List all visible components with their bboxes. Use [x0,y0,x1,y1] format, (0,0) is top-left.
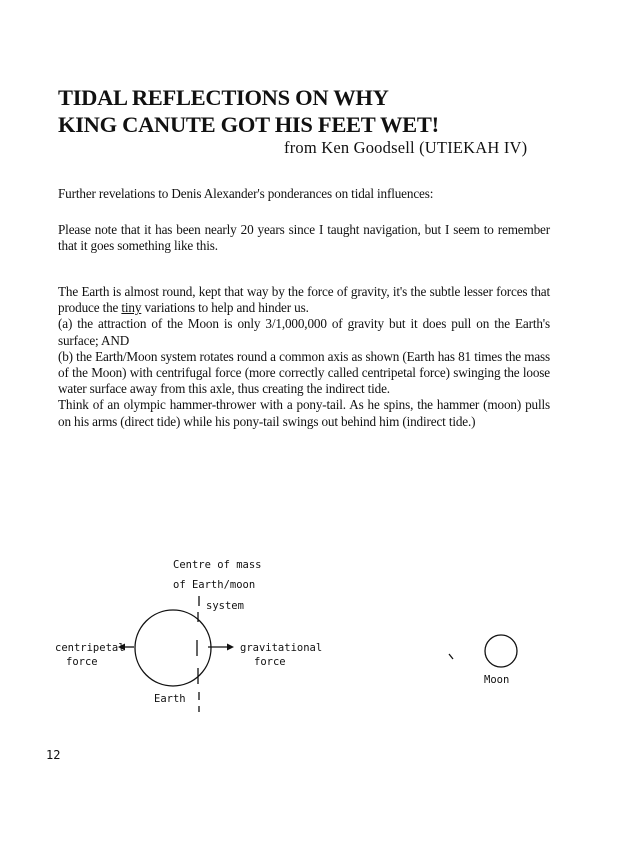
label-system: system [206,600,244,612]
gravitational-arrowhead [227,644,234,651]
point-b: (b) the Earth/Moon system rotates round a common axis as shown (Earth has 81 times the mass of the Moon) with centrifugal force (more correctly called centripetal force) swinging the loose water surface away from this axle, thus creating the indirect tide. [58,348,550,397]
moon-pointer-mark [449,654,453,659]
byline: from Ken Goodsell (UTIEKAH IV) [284,138,528,157]
label-gravitational: gravitational [240,642,323,654]
title-line-1: TIDAL REFLECTIONS ON WHY [58,85,389,110]
label-moon: Moon [484,674,510,686]
tiny-emphasis: tiny [121,300,142,316]
moon-circle [485,635,517,667]
intro-paragraph: Further revelations to Denis Alexander's ponderances on tidal influences: [58,186,434,201]
point-a: (a) the attraction of the Moon is only 3/1,000,000 of gravity but it does pull on the Earth's surface; AND [58,316,550,348]
page-number: 12 [46,748,61,762]
earth-circle [135,610,211,686]
earth-sentence-start: The Earth is almost round, kept that way by the force of gravity, it's the subtle lesser forces that produce the [58,284,550,316]
label-of-earth-moon: of Earth/moon [173,579,256,591]
note-paragraph: Please note that it has been nearly 20 years since I taught navigation, but I seem to remember that it goes something like this. [58,222,550,254]
label-centre-of-mass: Centre of mass [173,559,262,571]
label-gravitational-force: force [254,656,286,668]
analogy-paragraph: Think of an olympic hammer-thrower with a pony-tail. As he spins, the hammer (moon) pulls on his arms (direct tide) while his pony-tail swings out behind him (indirect tide.) [58,397,550,429]
label-centripetal: centripetal [55,642,125,654]
label-earth: Earth [154,693,186,705]
label-centripetal-force: force [66,656,98,668]
earth-sentence-end: variations to help and hinder us. [141,300,309,316]
title-line-2: KING CANUTE GOT HIS FEET WET! [58,112,439,137]
